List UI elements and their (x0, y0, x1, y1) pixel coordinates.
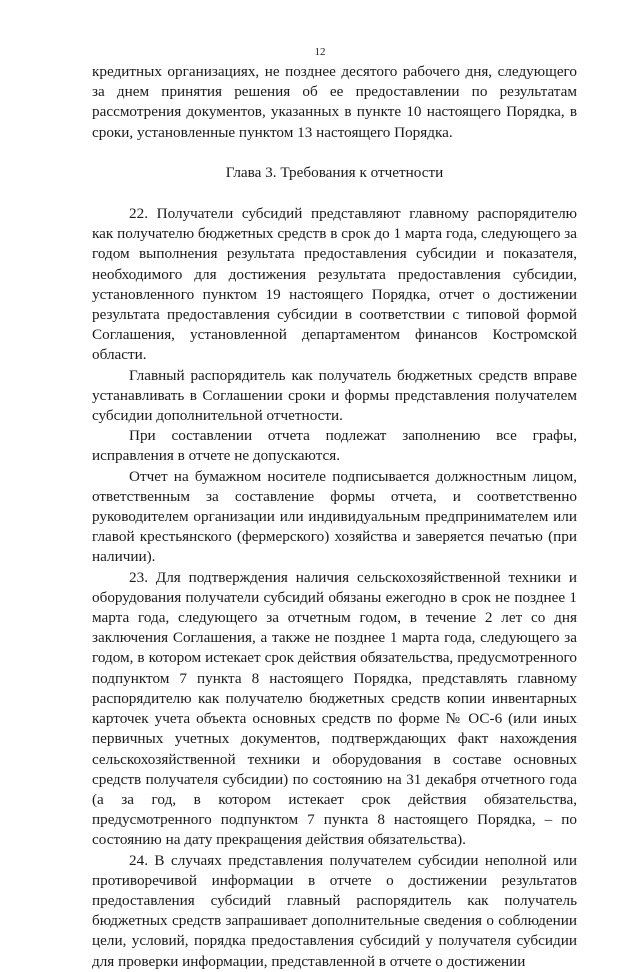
paragraph-continuation: кредитных организациях, не позднее десятого рабочего дня, следующего за днем принятия решения об ее предоставлении по результатам рассмотрения документов, указанных в пункте 10 настоящего Порядка, в сроки, установленные пунктом 13 настоящего Порядка. (92, 63, 577, 141)
paragraph-24: 24. В случаях представления получателем субсидии неполной или противоречивой информации в отчете о достижении результатов предоставления субсидий главный распорядитель как получатель бюджетных средств запрашивает дополнительные сведения о соблюдении цели, условий, порядка предоставления субсидий у получателя субсидии для проверки информации, представленной в отчете о достижении (92, 851, 577, 970)
paragraph-22-part-2: Главный распорядитель как получатель бюджетных средств вправе устанавливать в Соглашении сроки и формы представления получателем субсидии дополнительной отчетности. (92, 366, 577, 425)
paragraph-22-part-4: Отчет на бумажном носителе подписывается должностным лицом, ответственным за составление формы отчета, и соответственно руководителем организации или индивидуальным предпринимателем или главой крестьянского (фермерского) хозяйства и заверяется печатью (при наличии). (92, 467, 577, 566)
paragraph-23: 23. Для подтверждения наличия сельскохозяйственной техники и оборудования получатели субсидий обязаны ежегодно в срок не позднее 1 марта года, следующего за отчетным годом, в течение 2 лет со дня заключения Соглашения, а также не позднее 1 марта года, следующего за годом, в котором истекает срок действия обязательства, предусмотренного подпунктом 7 пункта 8 настоящего Порядка, представлять главному распорядителю как получателю бюджетных средств копии инвентарных карточек учета объекта основных средств по форме № ОС-6 (или иных первичных учетных документов, подтверждающих факт нахождения сельскохозяйственной техники и оборудования в составе основных средств получателя субсидии) по состоянию на 31 декабря отчетного года (а за год, в котором истекает срок действия обязательства, предусмотренного подпунктом 7 пункта 8 настоящего Порядка, – по состоянию на дату прекращения действия обязательства). (92, 568, 577, 849)
chapter-heading: Глава 3. Требования к отчетности (225, 163, 444, 181)
paragraph-22: 22. Получатели субсидий представляют главному распорядителю как получателю бюджетных средств в срок до 1 марта года, следующего за годом выполнения результата предоставления субсидии и показателя, необходимого для достижения результата предоставления субсидии, установленного пунктом 19 настоящего Порядка, отчет о достижении результата предоставления субсидии в соответствии с типовой формой Соглашения, установленной департаментом финансов Костромской области. (92, 205, 577, 364)
document-body (92, 62, 577, 972)
paragraph-22-part-3: При составлении отчета подлежат заполнению все графы, исправления в отчете не допускаются. (92, 427, 577, 465)
page-number: 12 (314, 46, 326, 58)
